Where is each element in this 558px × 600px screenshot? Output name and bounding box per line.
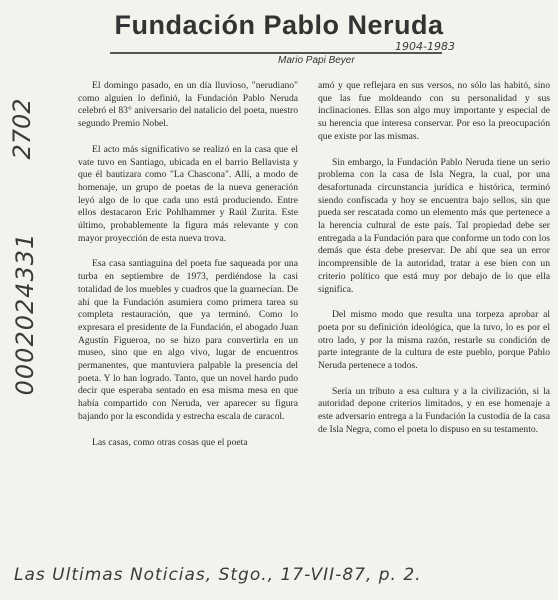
paragraph: Del mismo modo que resulta una torpeza aprobar al poeta por su definición ideológica, que la tuvo, lo es por el otro lado, y por la misma razón, restarle su condición de parte integrante de la cultura de este pueblo, porque Pablo Neruda pertenece a todos. <box>318 309 550 372</box>
handwritten-source-footer: Las Ultimas Noticias, Stgo., 17-VII-87, p. 2. <box>14 565 422 585</box>
handwritten-number: 2702 <box>8 98 36 160</box>
handwritten-id: 0002024331 <box>11 232 39 396</box>
article-title: Fundación Pablo Neruda <box>114 10 444 40</box>
paragraph: Las casas, como otras cosas que el poeta <box>92 436 248 448</box>
paragraph: El domingo pasado, en un día lluvioso, "nerudiano" como alguien lo definió, la Fundación Pablo Neruda celebró el 83° aniversario del natalicio del poeta, nuestro segundo Premio Nobel. <box>78 80 298 130</box>
paragraph: El acto más significativo se realizó en la casa que el vate tuvo en Santiago, ubicada en el barrio Bellavista y que él bautizara como "La Chascona". Allí, a modo de homenaje, un grupo de poetas de la nueva generación leyó algo de lo que cada uno está produciendo. Entre ellos destacaron Eric Pohlhammer y Raúl Zurita. Este último, probablemente la figura más relevante y con mayor proyección de esta nueva trova. <box>78 143 298 244</box>
title-rule <box>110 52 442 54</box>
article-author: Mario Papi Beyer <box>278 55 355 66</box>
right-column <box>318 80 550 450</box>
paragraph: amó y que reflejara en sus versos, no sólo las habitó, sino que las fue moldeando con su personalidad y sus inclinaciones. Ellas son algo muy importante y especial de su herencia que interesa conservar. Por eso la preocupación que existe por las mismas. <box>318 80 550 142</box>
left-column <box>78 80 298 462</box>
paragraph: Esa casa santiaguina del poeta fue saqueada por una turba en septiembre de 1973, perdiéndose la casi totalidad de los muebles y cuadros que la guarnecían. De ahí que la Fundación asumiera como primera tarea su completa restauración, que ya terminó. Como lo expresara el presidente de la Fundación, el abogado Juan Agustín Figueroa, no se hizo para convertirla en un museo, sino que en algo vivo, lugar de encuentros permanentes, que mantuviera palpable la presencia del poeta. Y lo han logrado. Tanto, que un novel hardo pudo decir que esperaba sentado en esa misma mesa en que había compartido con Neruda, ver aparecer su figura bajando por la escondida y estrecha escala de caracol. <box>78 258 298 422</box>
paragraph: Sin embargo, la Fundación Pablo Neruda tiene un serio problema con la casa de Isla Negra, la cual, por una desafortunada circunstancia jurídica e histórica, terminó siendo confiscada y hoy se encuentra bajo sellos, sin que pueda ser rescatada como un elemento más que pertenece a la herencia cultural de este país. Tal propiedad debe ser entregada a la Fundación para que conforme un todo con los demás que ésta debe preservar. De ahí que sea un error incomprensible de la autoridad, tratar a ese bien con un criterio político que está muy por debajo de lo que ella significa. <box>318 156 550 295</box>
paragraph: Sería un tributo a esa cultura y a la civilización, si la autoridad depone criterios limitados, y en ese homenaje a este adversario entrega a la Fundación la custodia de la casa de Isla Negra, como el poeta lo dispuso en su testamento. <box>318 385 550 435</box>
handwritten-date: 1904-1983 <box>395 40 455 53</box>
